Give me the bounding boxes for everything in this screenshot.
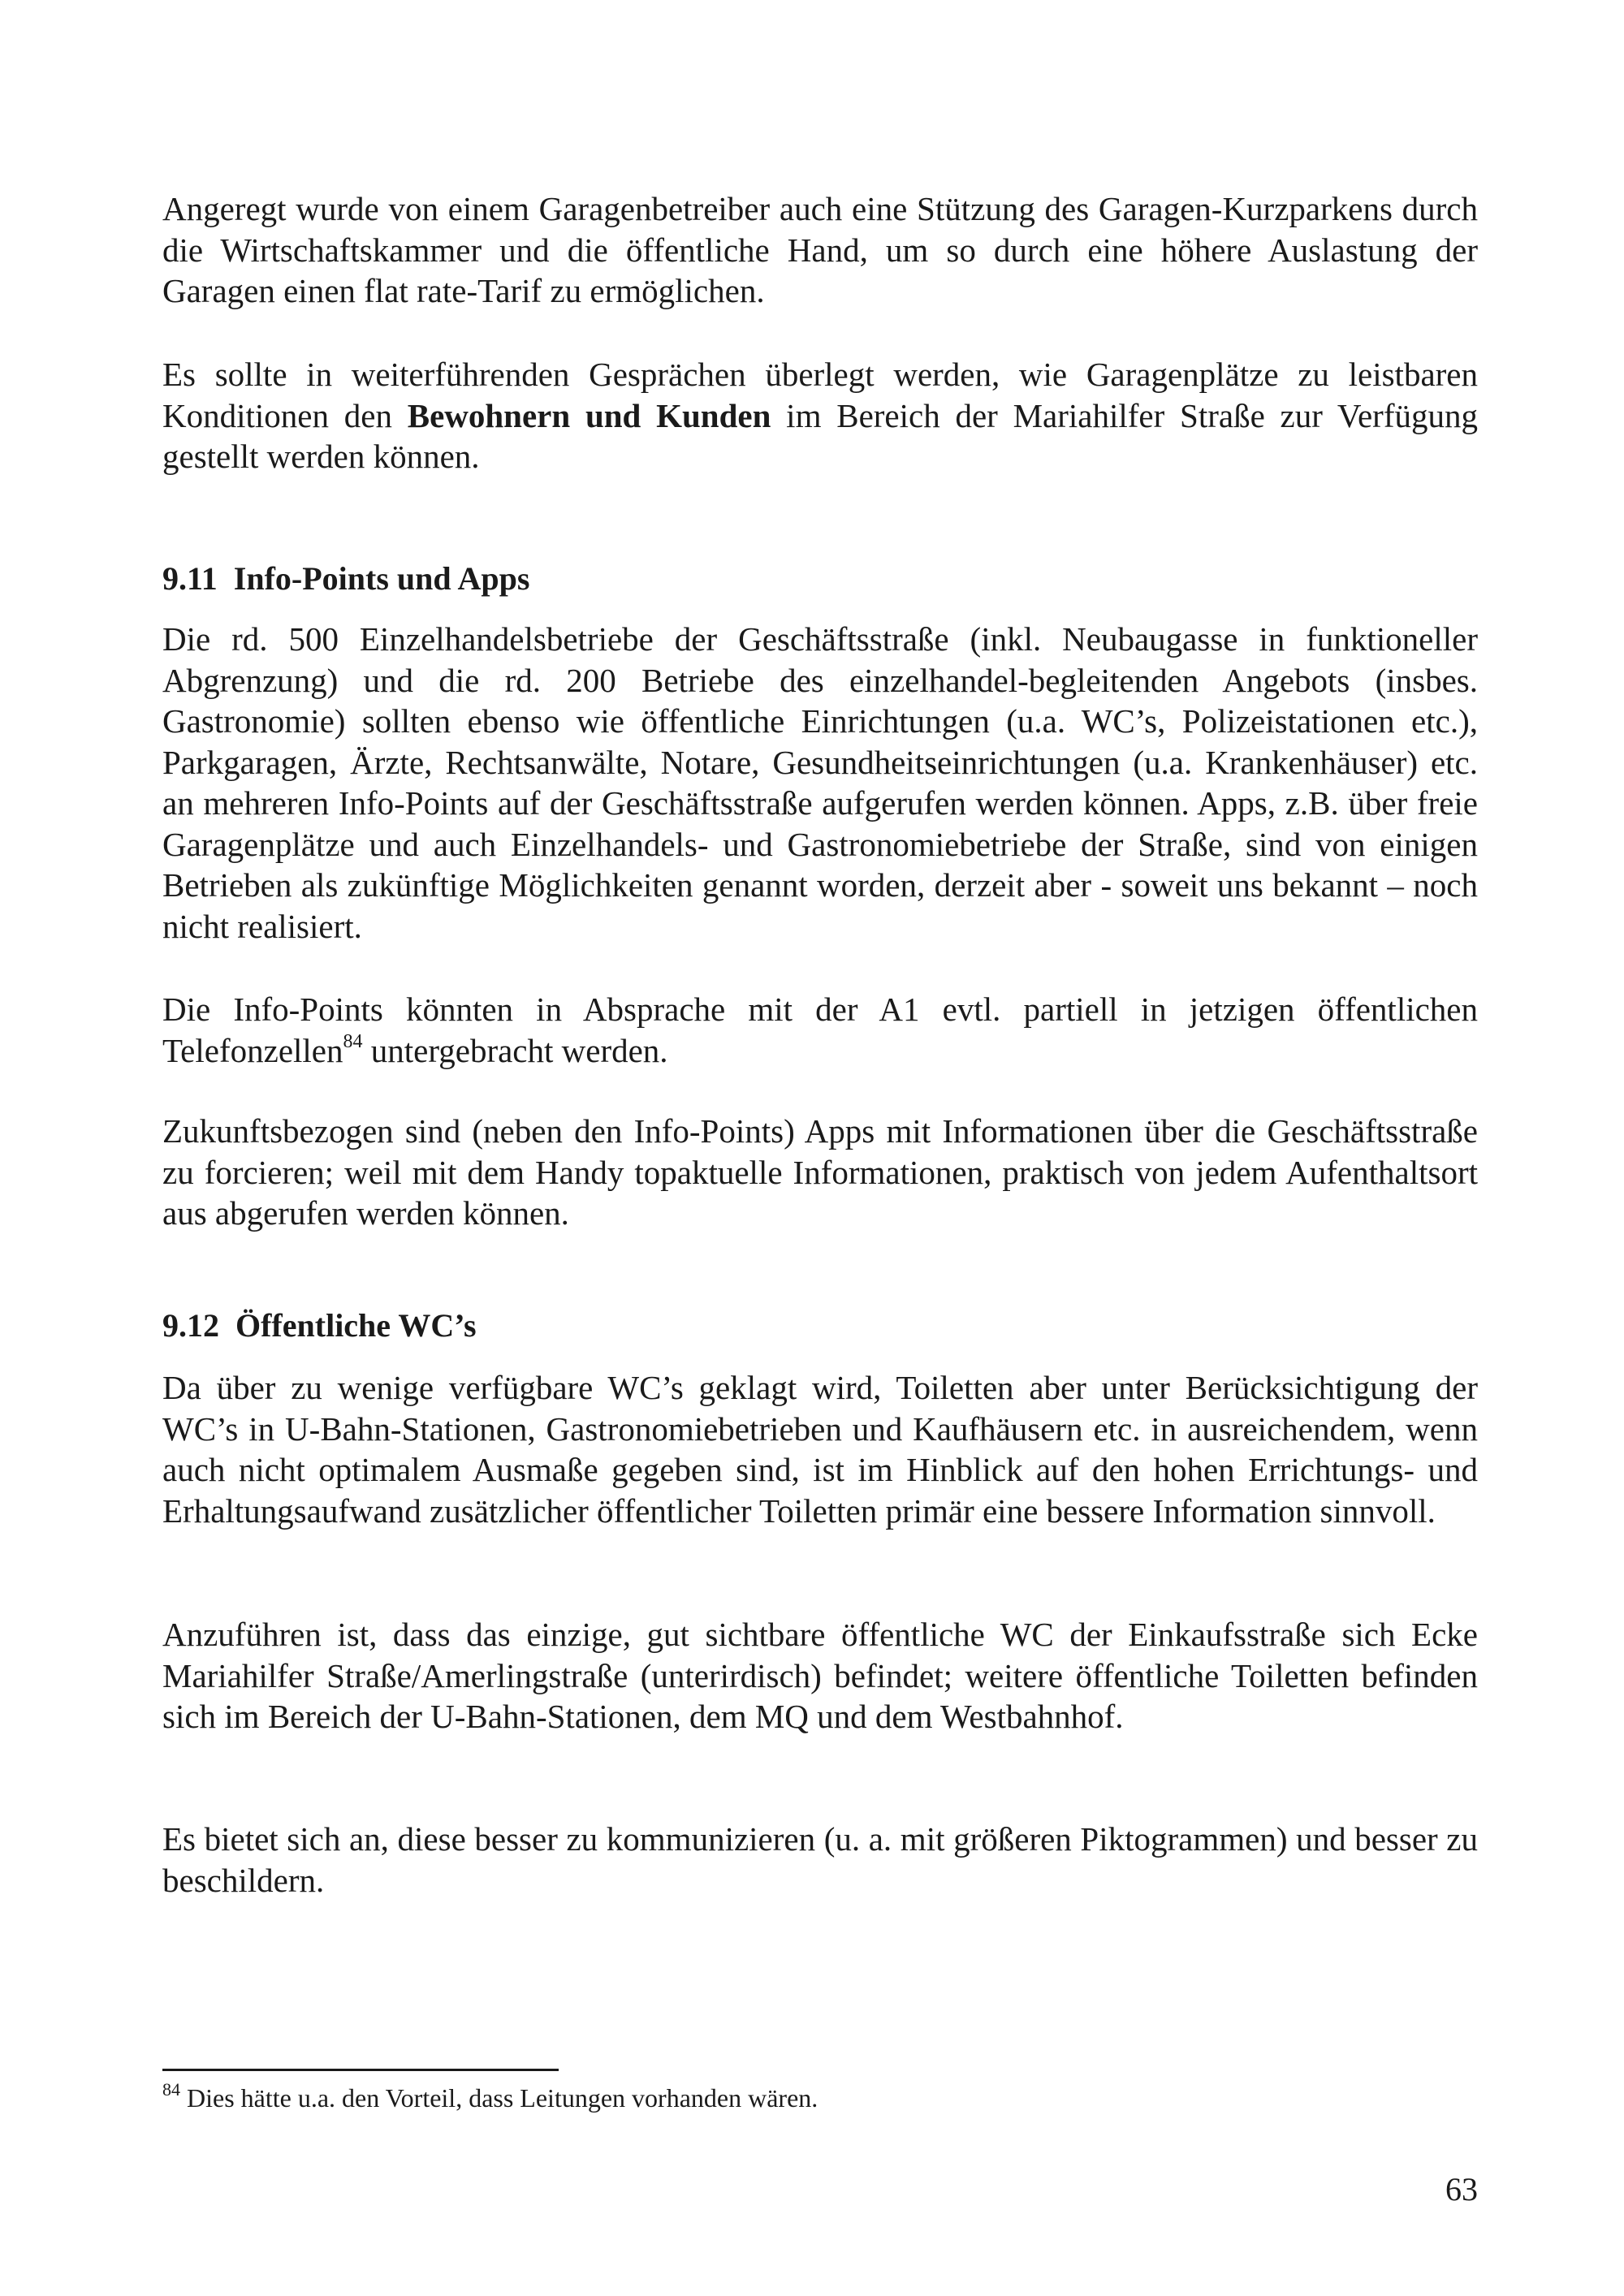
section-9-11-paragraph-2-text-a: Die Info-Points könnten in Absprache mit der A1 evtl. partiell in jetzigen öffentlichen Telefonzellen [162, 990, 1478, 1069]
section-9-11-paragraph-1: Die rd. 500 Einzelhandelsbetriebe der Geschäftsstraße (inkl. Neubaugasse in funktioneller Abgrenzung) und die rd. 200 Betriebe des einzelhandel-begleitenden Angebots (insbes. Gastronomie) sollten ebenso wie öffentliche Einrichtungen (u.a. WC’s, Polizeistationen etc.), Parkgaragen, Ärzte, Rechtsanwälte, Notare, Gesundheitseinrichtungen (u.a. Krankenhäuser) etc. an mehreren Info-Points auf der Geschäftsstraße aufgerufen werden können. Apps, z.B. über freie Garagenplätze und auch Einzelhandels- und Gastronomiebetriebe der Straße, sind von einigen Betrieben als zukünftige Möglichkeiten genannt worden, derzeit aber - soweit uns bekannt – noch nicht realisiert. [162, 620, 1478, 945]
intro-paragraph-2-bold: Bewohnern und Kunden [407, 396, 771, 434]
intro-paragraph-1: Angeregt wurde von einem Garagenbetreiber auch eine Stützung des Garagen-Kurzparkens durch die Wirtschaftskammer und die öffentliche Hand, um so durch eine höhere Auslastung der Garagen einen flat rate-Tarif zu ermöglichen. [162, 190, 1478, 309]
section-9-12-paragraph-3: Es bietet sich an, diese besser zu kommunizieren (u. a. mit größeren Piktogrammen) und besser zu beschildern. [162, 1820, 1478, 1899]
section-heading-9-11 [162, 559, 1478, 599]
section-9-12-paragraph-1: Da über zu wenige verfügbare WC’s geklagt wird, Toiletten aber unter Berücksichtigung der WC’s in U-Bahn-Stationen, Gastronomiebetrieben und Kaufhäusern etc. in ausreichendem, wenn auch nicht optimalem Ausmaße gegeben sind, ist im Hinblick auf den hohen Errichtungs- und Erhaltungsaufwand zusätzlicher öffentlicher Toiletten primär eine bessere Information sinnvoll. [162, 1369, 1478, 1530]
section-title-9-11: Info-Points und Apps [233, 560, 530, 597]
footnote [162, 2079, 1478, 2114]
footnote-text: Dies hätte u.a. den Vorteil, dass Leitungen vorhanden wären. [180, 2083, 818, 2113]
section-heading-9-12 [162, 1306, 1478, 1346]
section-9-11-paragraph-2 [162, 989, 1478, 1071]
footnote-number: 84 [162, 2079, 180, 2100]
section-9-11-paragraph-2-text-b: untergebracht werden. [362, 1031, 668, 1069]
intro-paragraph-2-text-b: im Bereich der Mariahilfer Straße zur Verfügung gestellt werden können. [162, 396, 1478, 475]
section-9-11-paragraph-3: Zukunftsbezogen sind (neben den Info-Points) Apps mit Informationen über die Geschäftsstraße zu forcieren; weil mit dem Handy topaktuelle Informationen, praktisch von jedem Aufenthaltsort aus abgerufen werden können. [162, 1112, 1478, 1232]
section-9-12-paragraph-2: Anzuführen ist, dass das einzige, gut sichtbare öffentliche WC der Einkaufsstraße sich Ecke Mariahilfer Straße/Amerlingstraße (unterirdisch) befindet; weitere öffentliche Toiletten befinden sich im Bereich der U-Bahn-Stationen, dem MQ und dem Westbahnhof. [162, 1616, 1478, 1735]
footnote-separator [162, 2069, 559, 2071]
section-number-9-11: 9.11 [162, 560, 218, 597]
section-title-9-12: Öffentliche WC’s [235, 1307, 477, 1344]
intro-paragraph-2-text-a: Es sollte in weiterführenden Gesprächen überlegt werden, wie Garagenplätze zu leistbaren Konditionen den [162, 356, 1478, 434]
page-number: 63 [1445, 2171, 1478, 2208]
section-number-9-12: 9.12 [162, 1307, 219, 1344]
intro-paragraph-2 [162, 354, 1478, 477]
footnote-reference[interactable]: 84 [343, 1030, 363, 1052]
